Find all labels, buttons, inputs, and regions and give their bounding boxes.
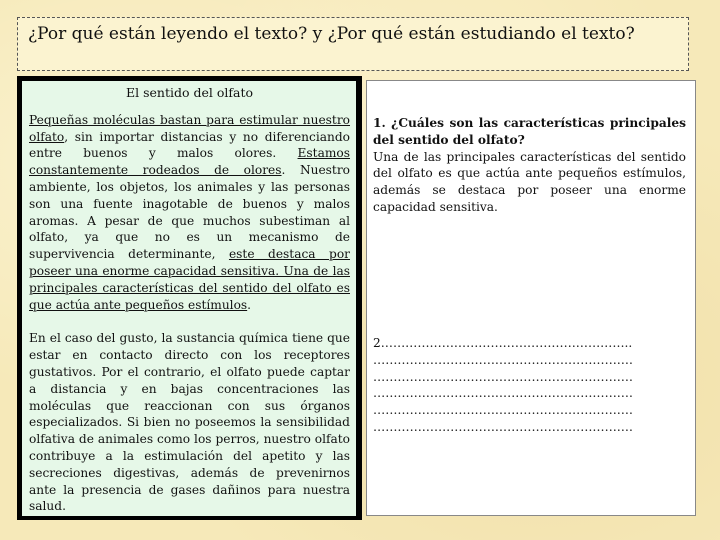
- paragraph-1: [29, 112, 350, 314]
- answer-line: ……………………………………………………….: [373, 352, 633, 367]
- paragraph-1-text-1: , sin importar distancias y no diferenciando entre buenos y malos olores.: [29, 129, 350, 161]
- highlight-1: Pequeñas moléculas bastan para estimular nuestro olfato: [29, 112, 350, 144]
- paragraph-1-text-3: .: [247, 297, 252, 312]
- title-box: [17, 17, 689, 71]
- reading-heading: El sentido del olfato: [125, 85, 253, 100]
- paragraph-2: En el caso del gusto, la sustancia química tiene que estar en contacto directo con los receptores gustativos. Por el contrario, el olfato puede captar a distancia y en bajas concentraciones las moléculas que reaccionan con sus órganos especializados. Si bien no poseemos la sensibilidad olfativa de animales como los perros, nuestro olfato contribuye a la estimulación del apetito y las secreciones digestivas, además de prevenirnos ante la presencia de gases dañinos para nuestra salud.: [29, 331, 350, 514]
- answer-line: ……………………………………………………….: [373, 386, 633, 401]
- question-1: [373, 115, 686, 216]
- paragraph-1-text-2: . Nuestro ambiente, los objetos, los animales y las personas son una fuente inagotable de buenos y malos aromas. A pesar de que muchos subestiman al olfato, ya que no es un mecanismo de supervivencia determinante,: [29, 163, 350, 262]
- answer-line: 2……………………………………………………..: [373, 336, 633, 350]
- question-1-title: 1. ¿Cuáles son las características principales del sentido del olfato?: [373, 116, 686, 147]
- questions-panel: [366, 80, 696, 516]
- answer-line: ……………………………………………………….: [373, 403, 633, 418]
- highlight-2: Estamos constantemente rodeados de olores: [29, 146, 350, 178]
- reading-text-content: [22, 81, 356, 516]
- highlight-3: este destaca por poseer una enorme capacidad sensitiva. Una de las principales características del sentido del olfato es que actúa ante pequeños estímulos: [29, 247, 350, 312]
- page-title: ¿Por qué están leyendo el texto? y ¿Por qué están estudiando el texto?: [28, 24, 635, 44]
- answer-line: ……………………………………………………….: [373, 369, 633, 384]
- reading-text-panel: [17, 76, 362, 520]
- question-2: [373, 335, 688, 436]
- question-1-answer: Una de las principales características del sentido del olfato es que actúa ante pequeños estímulos, además se destaca por poseer una enorme capacidad sensitiva.: [373, 149, 686, 214]
- answer-line: ……………………………………………………….: [373, 419, 633, 434]
